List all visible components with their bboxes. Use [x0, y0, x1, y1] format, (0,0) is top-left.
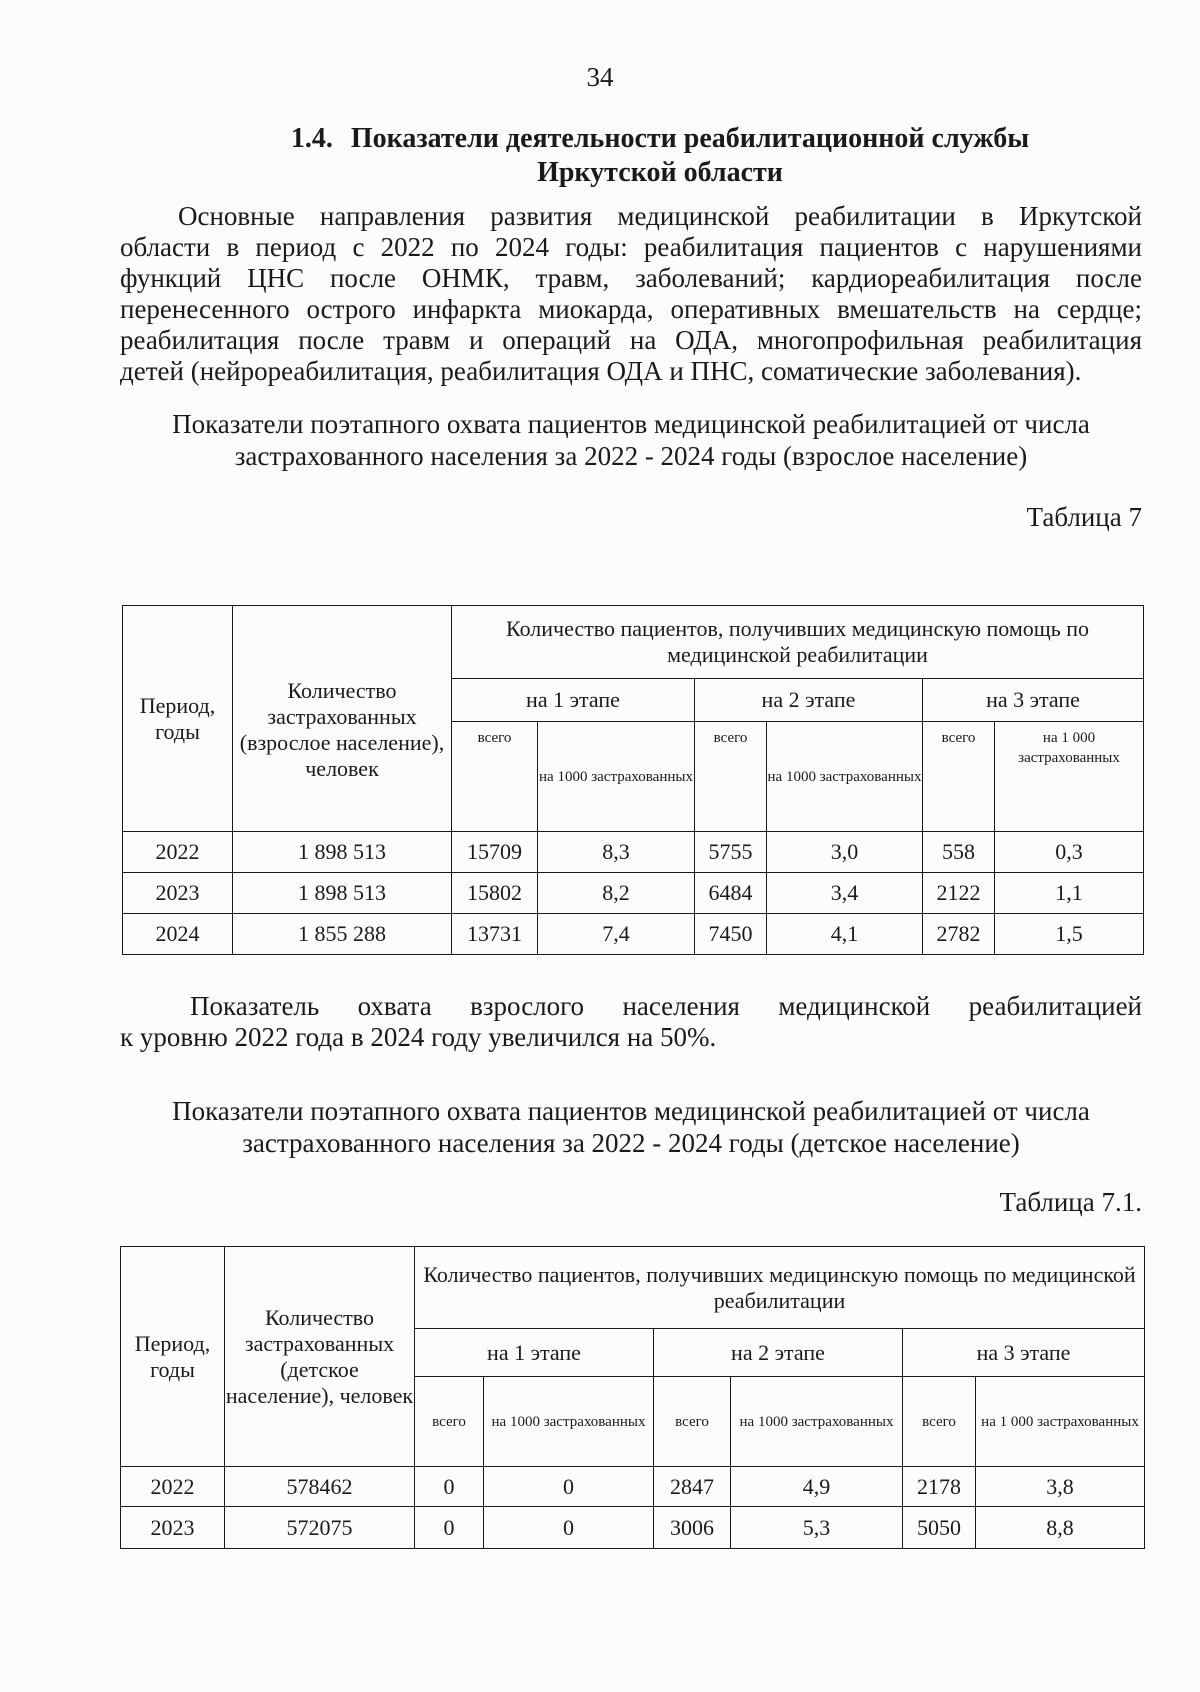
table7-caption	[120, 408, 1142, 472]
table71-cell-s1-total: 0	[415, 1467, 484, 1507]
table7-cell-year: 2024	[123, 914, 233, 955]
table7-cell-s1-total: 15709	[452, 832, 538, 873]
table7	[122, 605, 1144, 955]
table71-cell-s2-per: 5,3	[731, 1507, 903, 1549]
table7-cell-insured: 1 898 513	[233, 873, 452, 914]
intro-line: детей (нейрореабилитация, реабилитация ОДА и ПНС, соматические заболевания).	[120, 356, 1082, 386]
conclusion-line: к уровню 2022 года в 2024 году увеличился на 50%.	[120, 1022, 717, 1052]
table7-header-stage2: на 2 этапе	[695, 679, 923, 722]
table71-header-insured: Количество застрахованных (детское население), человек	[225, 1247, 415, 1467]
table71-header-per1000: на 1 000 застрахованных	[976, 1377, 1145, 1467]
table71-header-per1000: на 1000 застрахованных	[731, 1377, 903, 1467]
table7-cell-s3-per: 0,3	[995, 832, 1144, 873]
table71-header-total: всего	[903, 1377, 976, 1467]
table-row	[123, 832, 1144, 873]
table7-cell-s2-per: 3,4	[767, 873, 923, 914]
table7-cell-s3-per: 1,1	[995, 873, 1144, 914]
table7-cell-s1-total: 15802	[452, 873, 538, 914]
table-row	[121, 1467, 1145, 1507]
table71-cell-year: 2023	[121, 1507, 225, 1549]
table71-caption-line1: Показатели поэтапного охвата пациентов медицинской реабилитацией от числа	[172, 1096, 1090, 1126]
table7-cell-s3-total: 2782	[923, 914, 995, 955]
table7-header-per1000: на 1 000 застрахованных	[995, 722, 1144, 832]
intro-line: перенесенного острого инфаркта миокарда, оперативных вмешательств на сердце;	[120, 294, 1142, 324]
table7-header-patients: Количество пациентов, получивших медицинскую помощь по медицинской реабилитации	[452, 606, 1144, 679]
table7-header-insured: Количество застрахованных (взрослое население), человек	[233, 606, 452, 832]
table-row	[123, 914, 1144, 955]
section-title-line2: Иркутской области	[537, 157, 783, 188]
table7-label: Таблица 7	[1026, 502, 1142, 532]
table7-cell-s3-total: 2122	[923, 873, 995, 914]
table71-cell-insured: 578462	[225, 1467, 415, 1507]
table7-header-total: всего	[923, 722, 995, 832]
table71-cell-s1-per: 0	[484, 1507, 654, 1549]
table7-cell-s3-total: 558	[923, 832, 995, 873]
table7-header-stage3: на 3 этапе	[923, 679, 1144, 722]
table71-cell-year: 2022	[121, 1467, 225, 1507]
table7-cell-s2-total: 6484	[695, 873, 767, 914]
table7-header-period: Период, годы	[123, 606, 233, 832]
table71-caption-line2: застрахованного населения за 2022 - 2024 годы (детское население)	[242, 1128, 1020, 1158]
table71-header-stage2: на 2 этапе	[654, 1329, 903, 1377]
table7-cell-s2-per: 3,0	[767, 832, 923, 873]
table7-header-total: всего	[695, 722, 767, 832]
table7-header-per1000: на 1000 застрахованных	[767, 722, 923, 832]
table7-cell-s1-per: 8,3	[538, 832, 695, 873]
page-number: 34	[586, 62, 614, 92]
table71-cell-s2-total: 2847	[654, 1467, 731, 1507]
table7-cell-s2-per: 4,1	[767, 914, 923, 955]
table71-cell-s3-per: 3,8	[976, 1467, 1145, 1507]
table71-label: Таблица 7.1.	[999, 1187, 1142, 1217]
table71-cell-s2-per: 4,9	[731, 1467, 903, 1507]
table7-cell-s2-total: 5755	[695, 832, 767, 873]
table71-header-patients: Количество пациентов, получивших медицинскую помощь по медицинской реабилитации	[415, 1247, 1145, 1329]
table7-header-stage1: на 1 этапе	[452, 679, 695, 722]
table71-cell-insured: 572075	[225, 1507, 415, 1549]
table71-header-stage1: на 1 этапе	[415, 1329, 654, 1377]
table7-cell-year: 2022	[123, 832, 233, 873]
section-number: 1.4.	[290, 123, 333, 154]
table-row	[123, 873, 1144, 914]
intro-paragraph	[120, 201, 1142, 387]
table71-header-stage3: на 3 этапе	[903, 1329, 1145, 1377]
conclusion-line: Показатель охвата взрослого населения медицинской реабилитацией	[190, 991, 1142, 1021]
table71-cell-s1-per: 0	[484, 1467, 654, 1507]
table7-cell-s3-per: 1,5	[995, 914, 1144, 955]
intro-line: Основные направления развития медицинской реабилитации в Иркутской	[178, 201, 1142, 231]
table71-header-period: Период, годы	[121, 1247, 225, 1467]
table71-header-total: всего	[654, 1377, 731, 1467]
table7-cell-s1-total: 13731	[452, 914, 538, 955]
table7-cell-insured: 1 898 513	[233, 832, 452, 873]
table7-cell-s2-total: 7450	[695, 914, 767, 955]
table7-cell-year: 2023	[123, 873, 233, 914]
table71-caption	[120, 1095, 1142, 1159]
section-title-line1: Показатели деятельности реабилитационной службы	[350, 123, 1030, 154]
table71-cell-s3-total: 2178	[903, 1467, 976, 1507]
conclusion-paragraph	[120, 991, 1142, 1053]
table-row	[121, 1507, 1145, 1549]
intro-line: области в период с 2022 по 2024 годы: реабилитация пациентов с нарушениями	[120, 232, 1142, 262]
table7-cell-s1-per: 8,2	[538, 873, 695, 914]
table7-header-per1000: на 1000 застрахованных	[538, 722, 695, 832]
table71	[120, 1246, 1145, 1549]
table7-caption-line1: Показатели поэтапного охвата пациентов медицинской реабилитацией от числа	[172, 409, 1090, 439]
intro-line: реабилитация после травм и операций на ОДА, многопрофильная реабилитация	[120, 325, 1142, 355]
section-title	[240, 122, 1080, 190]
table71-cell-s1-total: 0	[415, 1507, 484, 1549]
table71-cell-s3-total: 5050	[903, 1507, 976, 1549]
table71-cell-s3-per: 8,8	[976, 1507, 1145, 1549]
table71-header-total: всего	[415, 1377, 484, 1467]
table7-cell-s1-per: 7,4	[538, 914, 695, 955]
table7-caption-line2: застрахованного населения за 2022 - 2024 годы (взрослое население)	[234, 441, 1028, 471]
table7-header-total: всего	[452, 722, 538, 832]
table71-cell-s2-total: 3006	[654, 1507, 731, 1549]
table71-header-per1000: на 1000 застрахованных	[484, 1377, 654, 1467]
table7-cell-insured: 1 855 288	[233, 914, 452, 955]
intro-line: функций ЦНС после ОНМК, травм, заболеваний; кардиореабилитация после	[120, 263, 1142, 293]
